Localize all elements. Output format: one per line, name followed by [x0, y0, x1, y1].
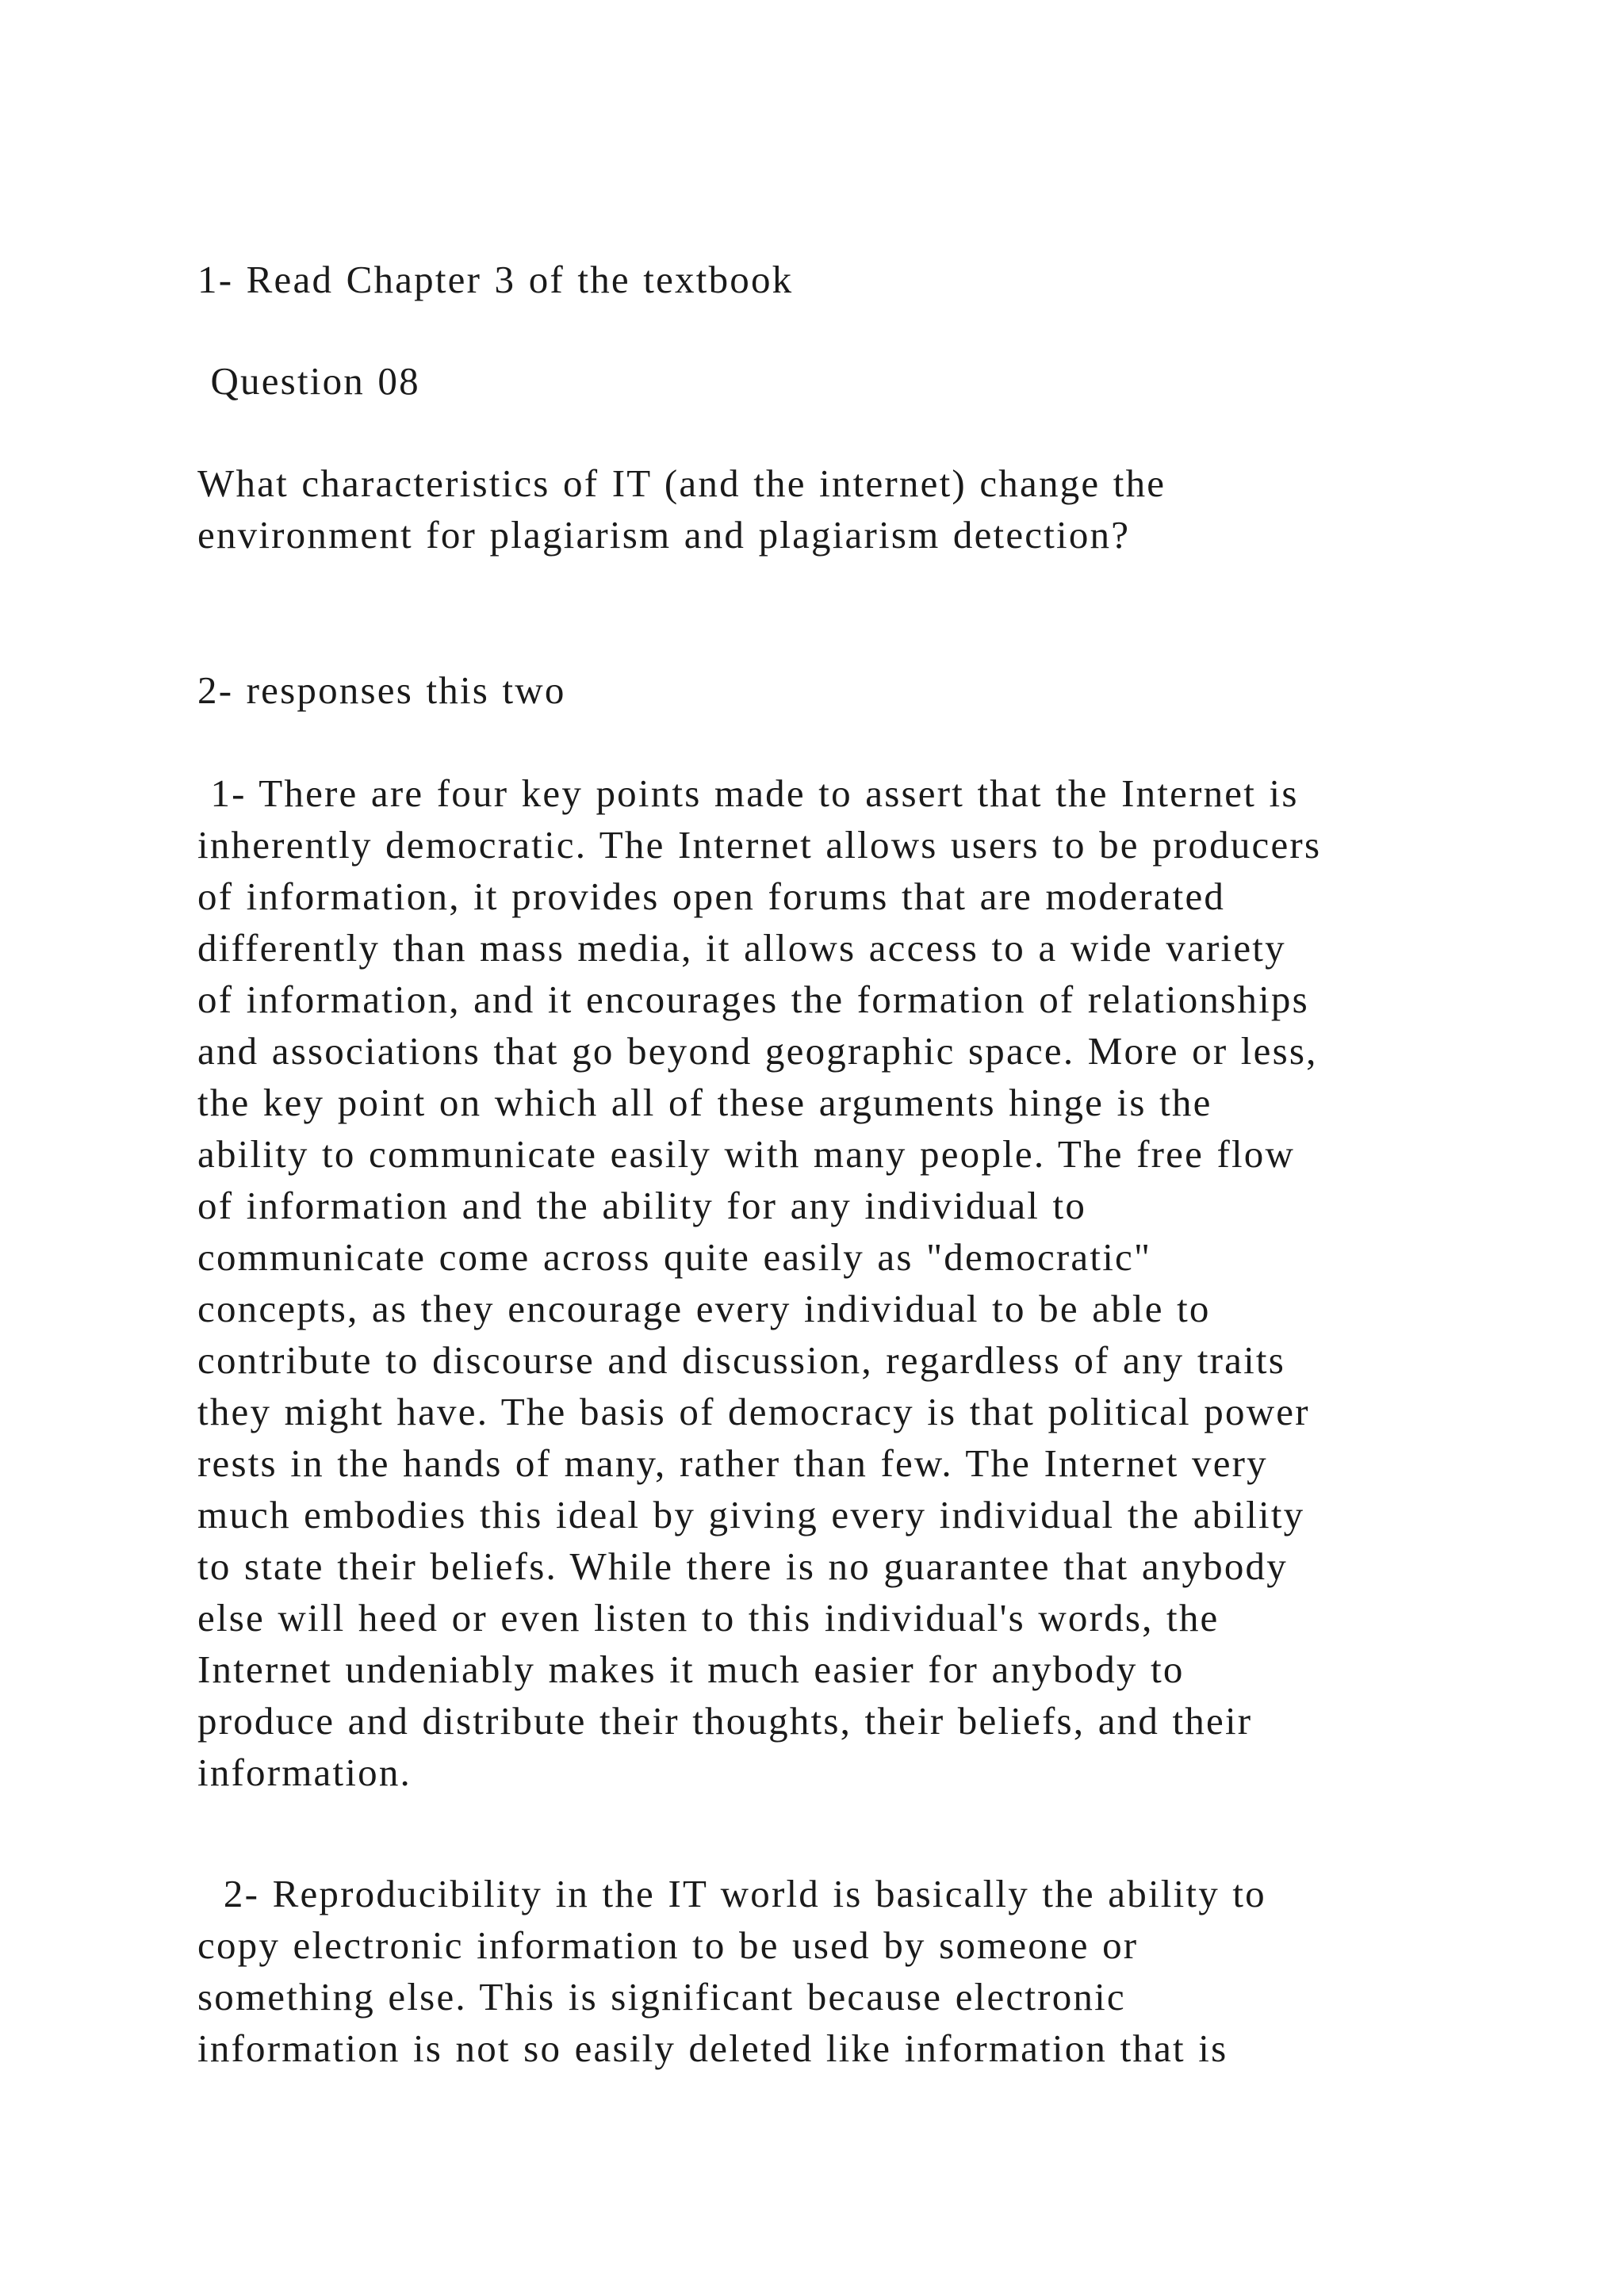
question-line: What characteristics of IT (and the internet) change the: [197, 461, 1166, 505]
response1-line: Internet undeniably makes it much easier for anybody to: [197, 1647, 1185, 1691]
response1-line: of information, and it encourages the formation of relationships: [197, 978, 1309, 1021]
task1-heading: 1- Read Chapter 3 of the textbook: [197, 258, 794, 301]
response1-line: else will heed or even listen to this individual's words, the: [197, 1596, 1220, 1640]
response1-line: produce and distribute their thoughts, their beliefs, and their: [197, 1699, 1253, 1743]
task2-heading: 2- responses this two: [197, 668, 566, 712]
response1-line: and associations that go beyond geographic space. More or less,: [197, 1029, 1318, 1073]
response2-line: something else. This is significant because electronic: [197, 1975, 1126, 2019]
response1-line: to state their beliefs. While there is no guarantee that anybody: [197, 1544, 1288, 1588]
response1-line: inherently democratic. The Internet allows users to be producers: [197, 823, 1322, 867]
response1-line: concepts, as they encourage every individual to be able to: [197, 1287, 1211, 1330]
response1-line: contribute to discourse and discussion, regardless of any traits: [197, 1338, 1285, 1382]
response1-line: information.: [197, 1751, 412, 1794]
response1-line: the key point on which all of these arguments hinge is the: [197, 1081, 1212, 1124]
response1-line: communicate come across quite easily as "democratic": [197, 1235, 1152, 1279]
question-label: Question 08: [197, 359, 420, 403]
response1-line: of information and the ability for any individual to: [197, 1184, 1087, 1227]
response2-line: copy electronic information to be used by someone or: [197, 1923, 1139, 1967]
response1-line: differently than mass media, it allows access to a wide variety: [197, 926, 1286, 970]
response1-line: they might have. The basis of democracy is that political power: [197, 1390, 1310, 1433]
question-line: environment for plagiarism and plagiarism detection?: [197, 513, 1131, 557]
response2-line: 2- Reproducibility in the IT world is basically the ability to: [197, 1872, 1266, 1915]
response2-line: information is not so easily deleted like information that is: [197, 2026, 1228, 2070]
response1-line: of information, it provides open forums that are moderated: [197, 874, 1226, 918]
response1-line: much embodies this ideal by giving every individual the ability: [197, 1493, 1305, 1536]
response1-line: 1- There are four key points made to assert that the Internet is: [197, 771, 1299, 815]
response1-line: ability to communicate easily with many people. The free flow: [197, 1132, 1296, 1176]
response1-line: rests in the hands of many, rather than few. The Internet very: [197, 1441, 1268, 1485]
